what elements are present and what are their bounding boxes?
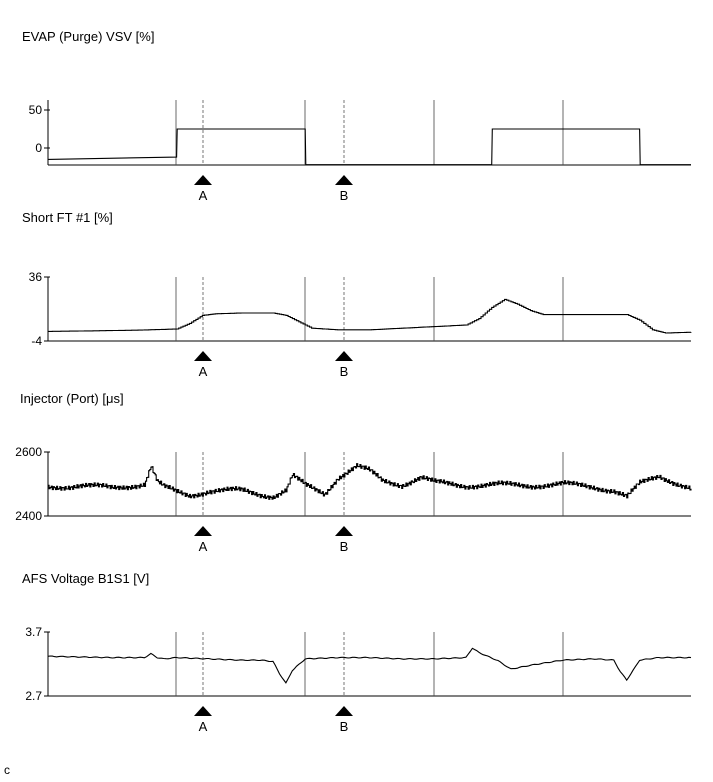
marker-triangle-icon [335, 526, 353, 536]
marker-label: A [198, 539, 208, 554]
marker-triangle-icon [194, 175, 212, 185]
marker-label: A [198, 188, 208, 203]
panel-title: AFS Voltage B1S1 [V] [22, 571, 150, 586]
marker-label: B [339, 364, 349, 379]
y-tick-label: 0 [35, 141, 42, 155]
figure-code: c [4, 763, 10, 777]
marker-label: B [339, 719, 349, 734]
series-line [48, 464, 691, 500]
y-tick-label: 2.7 [25, 689, 42, 703]
series-line [48, 129, 691, 165]
marker-label: B [339, 188, 349, 203]
panel-title: Short FT #1 [%] [22, 210, 113, 225]
y-tick-label: -4 [31, 334, 42, 348]
panel-title: EVAP (Purge) VSV [%] [22, 29, 155, 44]
y-tick-label: 36 [28, 270, 42, 284]
marker-triangle-icon [335, 175, 353, 185]
marker-triangle-icon [335, 351, 353, 361]
y-tick-label: 2600 [15, 445, 42, 459]
y-tick-label: 50 [28, 103, 42, 117]
series-line [48, 648, 691, 683]
marker-triangle-icon [194, 706, 212, 716]
marker-triangle-icon [335, 706, 353, 716]
marker-triangle-icon [194, 351, 212, 361]
marker-label: A [198, 364, 208, 379]
marker-triangle-icon [194, 526, 212, 536]
marker-label: A [198, 719, 208, 734]
y-tick-label: 2400 [15, 509, 42, 523]
panel-title: Injector (Port) [μs] [20, 391, 124, 406]
y-tick-label: 3.7 [25, 625, 42, 639]
marker-label: B [339, 539, 349, 554]
series-line [48, 299, 691, 333]
